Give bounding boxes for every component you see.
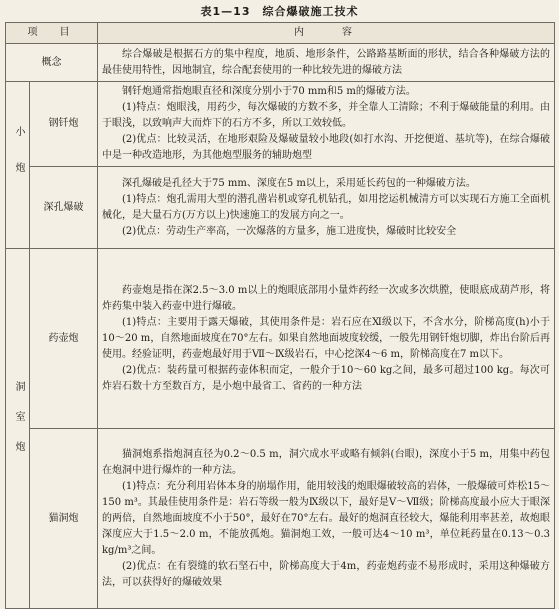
category-chamber (6, 249, 30, 609)
row-content-deep-hole (98, 167, 555, 249)
table-row (6, 82, 555, 167)
paragraph: (2)优点：装药量可根据药壶体积而定，一般介于10～60 kg之间，最多可超过100 kg。每次可炸岩石数十方至数百方，是小炮中最省工、省药的一种方法 (102, 364, 550, 392)
paragraph: 深孔爆破是孔径大于75 mm、深度在5 m以上，采用延长药包的一种爆破方法。 (122, 177, 476, 189)
header-item: 项 目 (6, 23, 98, 44)
table-row (6, 44, 555, 82)
paragraph: (1)特点：主要用于露天爆破，其使用条件是：岩石应在Ⅺ级以下，不含水分，阶梯高度(h)小于10～20 m，自然地面坡度在70°左右。如果自然地面坡度较缓，一般先用钢钎炮切脚，炸出台阶后再使用。经验证明，药壶炮最好用于Ⅶ～Ⅸ级岩石，中心挖深4～6 m，阶梯高度在7 m以下。 (102, 316, 550, 360)
paragraph: (2)优点：在有裂缝的软石坚石中，阶梯高度大于4m，药壶炮药壶不易形成时，采用这种爆破方法，可以获得好的爆破效果 (102, 560, 550, 588)
paragraph: (1)特点：炮孔需用大型的潜孔凿岩机或穿孔机钻孔，如用挖运机械清方可以实现石方施工全面机械化，是大量石方(万方以上)快速施工的发展方向之一。 (102, 193, 550, 221)
header-row (6, 23, 555, 44)
blasting-table (5, 22, 555, 609)
row-name-deep-hole: 深孔爆破 (30, 167, 98, 249)
paragraph: (2)优点：劳动生产率高，一次爆落的方量多，施工进度快，爆破时比较安全 (122, 225, 457, 237)
header-content: 内 容 (98, 23, 555, 44)
table-row (6, 249, 555, 429)
row-content-cat-hole (98, 429, 555, 609)
table-row (6, 429, 555, 609)
row-name-steel-drill: 钢钎炮 (30, 82, 98, 167)
paragraph: (1)特点：炮眼浅，用药少，每次爆破的方数不多，并全靠人工清除；不利于爆破能量的利用。由于眼浅，以致响声大而炸下的石方不多，所以工效较低。 (102, 102, 550, 129)
paragraph: 药壶炮是指在深2.5～3.0 m以上的炮眼底部用小量炸药经一次或多次烘膛，使眼底成葫芦形，将炸药集中装入药壶中进行爆破。 (102, 284, 550, 312)
row-name-overview: 概念 (6, 44, 98, 82)
table-title: 表1—13 综合爆破施工技术 (200, 5, 359, 18)
paragraph: 猫洞炮系指炮洞直径为0.2～0.5 m，洞穴成水平或略有倾斜(台眼)，深度小于5 m，用集中药包在炮洞中进行爆炸的一种方法。 (102, 448, 550, 476)
category-small (6, 82, 30, 249)
category-chamber-label: 洞室炮 (13, 380, 24, 471)
row-content-overview: 综合爆破是根据石方的集中程度，地质、地形条件，公路路基断面的形状，结合各种爆破方法的最佳使用特性，因地制宜，综合配套使用的一种比较先进的爆破方法 (98, 44, 555, 82)
row-name-pot-hole: 药壶炮 (30, 249, 98, 429)
category-small-label: 小炮 (13, 126, 24, 198)
row-content-steel-drill (98, 82, 555, 167)
row-name-cat-hole: 猫洞炮 (30, 429, 98, 609)
paragraph: (2)优点：比较灵活，在地形艰险及爆破量较小地段(如打水沟、开挖便道、基坑等)，在综合爆破中是一种改造地形，为其他炮型服务的辅助炮型 (102, 134, 550, 161)
table-row (6, 167, 555, 249)
paragraph: 钢钎炮通常指炮眼直径和深度分别小于70 mm和5 m的爆破方法。 (122, 86, 416, 97)
paragraph: (1)特点：充分利用岩体本身的崩塌作用，能用较浅的炮眼爆破较高的岩体，一般爆破可炸松15～150 m³。其最佳使用条件是：岩石等级一般为Ⅸ级以下，最好是Ⅴ～Ⅶ级；阶梯高度最小应大于眼深的两倍，自然地面坡度不小于50°，最好在70°左右。最好的炮洞直径较大，爆能利用率甚差，故炮眼深度应大于1.5～2.0 m，不能放孤炮。猫洞炮工效，一般可达4～10 m³，单位耗药量在0.13～0.3 kg/m³之间。 (102, 480, 550, 556)
row-content-pot-hole (98, 249, 555, 429)
